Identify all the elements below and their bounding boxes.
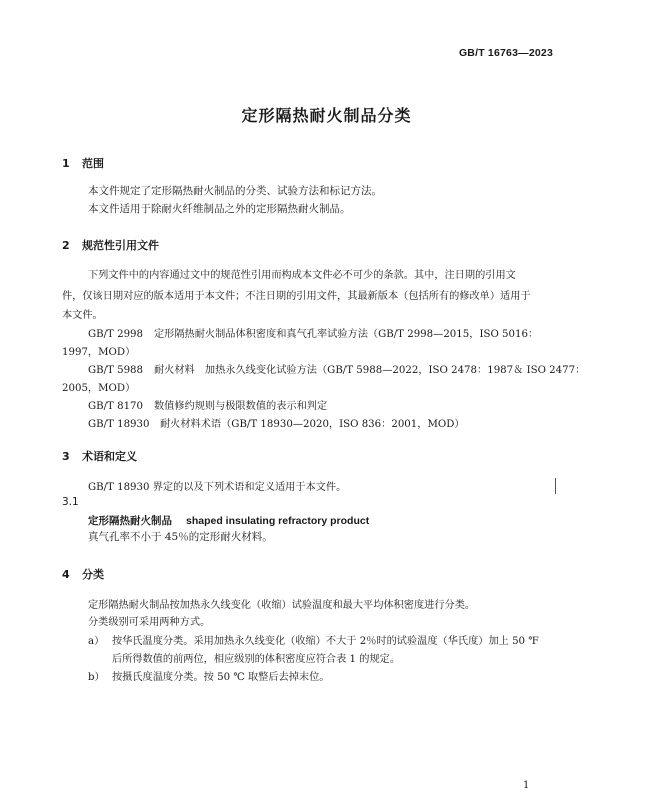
section-number: 4 <box>62 568 70 581</box>
list-item-text: 按华氏温度分类。采用加热永久线变化（收缩）不大于 2％时的试验温度（华氏度）加上 50 ℉ <box>112 636 539 647</box>
reference-item <box>88 325 538 340</box>
section-number: 1 <box>62 157 70 170</box>
paragraph: GB/T 18930 界定的以及下列术语和定义适用于本文件。 <box>88 482 347 493</box>
reference-item <box>88 415 465 430</box>
reference-title: 数值修约规则与极限数值的表示和判定 <box>154 401 328 412</box>
term-entry <box>88 513 369 528</box>
list-item <box>88 668 329 683</box>
section-3-heading <box>62 448 137 464</box>
paragraph: 下列文件中的内容通过文中的规范性引用而构成本文件必不可少的条款。其中，注日期的引用文 <box>88 270 516 281</box>
reference-code: GB/T 2998 <box>88 329 144 340</box>
reference-title: 耐火材料 加热永久线变化试验方法（GB/T 5988—2022，ISO 2478：1987＆ ISO 2477： <box>154 365 586 376</box>
section-1-heading <box>62 155 104 171</box>
reference-item <box>88 361 585 376</box>
reference-item <box>88 397 327 412</box>
section-number: 2 <box>62 239 70 252</box>
list-item <box>88 632 539 647</box>
term-definition: 真气孔率不小于 45％的定形耐火材料。 <box>88 531 273 543</box>
list-marker: b） <box>88 672 105 683</box>
reference-title: 定形隔热耐火制品体积密度和真气孔率试验方法（GB/T 2998—2015，ISO 5016： <box>154 329 539 340</box>
reference-code: GB/T 8170 <box>88 401 144 412</box>
list-item-text: 按摄氏度温度分类。按 50 ℃ 取整后去掉末位。 <box>112 672 330 683</box>
section-2-heading <box>62 237 159 253</box>
margin-change-bar <box>555 478 556 494</box>
section-title: 分类 <box>82 568 104 581</box>
section-title: 规范性引用文件 <box>82 239 159 252</box>
document-title: 定形隔热耐火制品分类 <box>241 106 412 125</box>
reference-title: 耐火材料术语（GB/T 18930—2020，ISO 836：2001，MOD） <box>160 419 465 430</box>
paragraph: 本文件适用于除耐火纤维制品之外的定形隔热耐火制品。 <box>88 203 351 215</box>
term-english: shaped insulating refractory product <box>186 515 370 527</box>
paragraph: 分类级别可采用两种方式。 <box>88 617 211 628</box>
paragraph-continuation: 件，仅该日期对应的版本适用于本文件；不注日期的引用文件，其最新版本（包括所有的修改单）适用于 <box>62 291 531 302</box>
term-number: 3.1 <box>62 496 79 508</box>
list-marker: a） <box>88 636 105 647</box>
paragraph: 定形隔热耐火制品按加热永久线变化（收缩）试验温度和最大平均体积密度进行分类。 <box>88 600 476 611</box>
standard-code: GB/T 16763—2023 <box>458 47 553 59</box>
paragraph: 本文件规定了定形隔热耐火制品的分类、试验方法和标记方法。 <box>88 185 382 197</box>
reference-code: GB/T 18930 <box>88 419 150 430</box>
section-number: 3 <box>62 450 70 463</box>
reference-continuation: 1997，MOD） <box>62 347 136 358</box>
reference-continuation: 2005，MOD） <box>62 383 136 394</box>
section-title: 范围 <box>82 157 104 170</box>
section-title: 术语和定义 <box>82 450 137 463</box>
term-chinese: 定形隔热耐火制品 <box>88 515 172 527</box>
page-number: 1 <box>523 780 530 791</box>
list-item-continuation: 后所得数值的前两位，相应级别的体积密度应符合表 1 的规定。 <box>112 654 401 665</box>
section-4-heading <box>62 566 104 582</box>
reference-code: GB/T 5988 <box>88 365 144 376</box>
paragraph-continuation: 本文件。 <box>62 310 103 321</box>
